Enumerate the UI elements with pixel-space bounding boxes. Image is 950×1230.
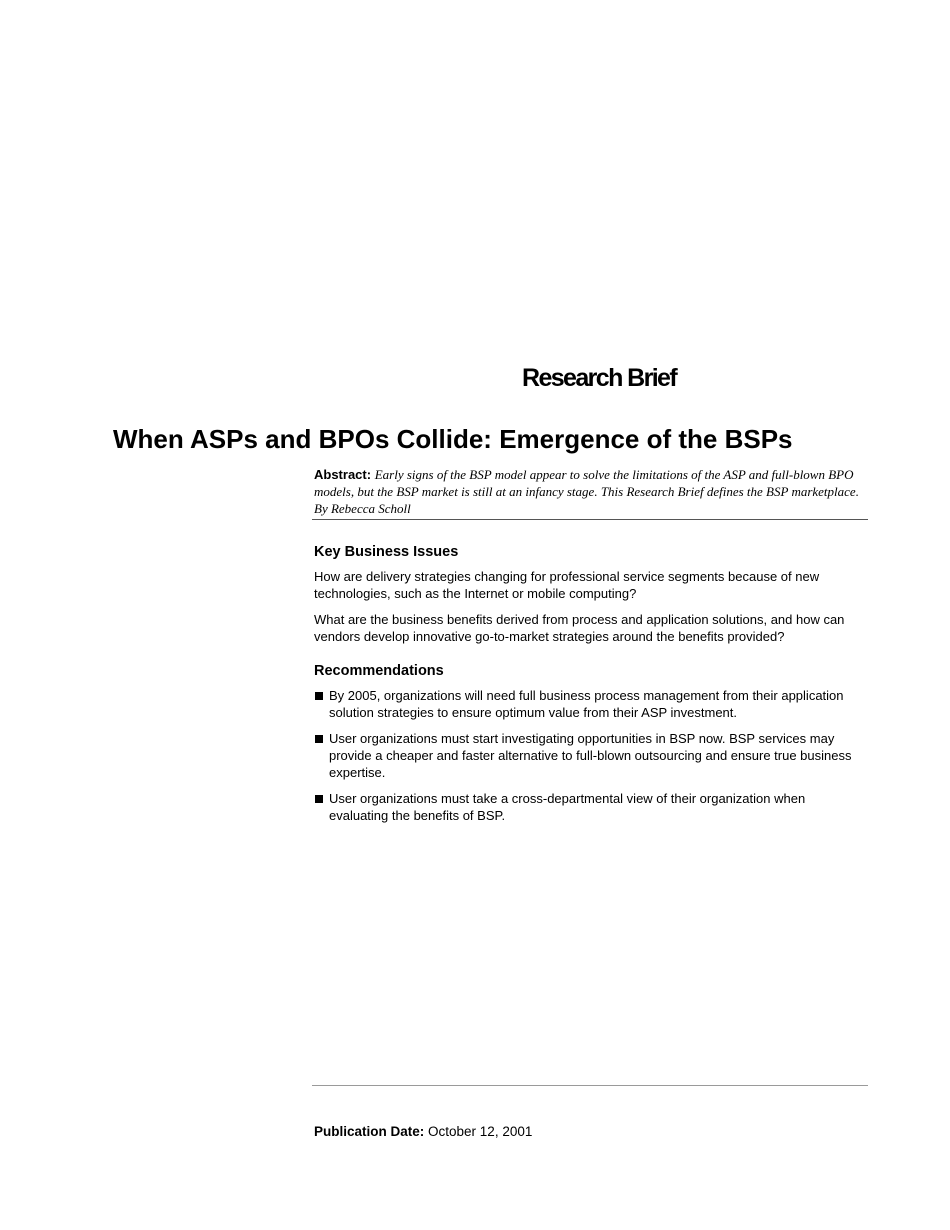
main-content bbox=[312, 466, 868, 833]
abstract-block bbox=[312, 466, 868, 519]
square-bullet-icon bbox=[315, 735, 323, 743]
publication-date-label: Publication Date: bbox=[314, 1124, 425, 1139]
recommendation-text: By 2005, organizations will need full business process management from their application solution strategies to ensure optimum value from their ASP investment. bbox=[329, 688, 844, 720]
square-bullet-icon bbox=[315, 795, 323, 803]
document-title: When ASPs and BPOs Collide: Emergence of the BSPs bbox=[113, 424, 793, 454]
square-bullet-icon bbox=[315, 692, 323, 700]
abstract-text: Early signs of the BSP model appear to solve the limitations of the ASP and full-blown BPO models, but the BSP market is still at an infancy stage. This Research Brief defines the BSP marketplace. bbox=[314, 467, 859, 499]
recommendation-text: User organizations must take a cross-departmental view of their organization when evaluating the benefits of BSP. bbox=[329, 791, 806, 823]
footer-divider bbox=[312, 1085, 868, 1086]
recommendation-text: User organizations must start investigating opportunities in BSP now. BSP services may provide a cheaper and faster alternative to full-blown outsourcing and ensure true business expertise. bbox=[329, 731, 852, 780]
recommendations-list bbox=[314, 687, 868, 824]
recommendation-item bbox=[314, 687, 868, 721]
key-business-issues-section bbox=[312, 544, 868, 645]
issue-paragraph: What are the business benefits derived from process and application solutions, and how can vendors develop innovative go-to-market strategies around the benefits provided? bbox=[314, 612, 845, 644]
document-type-label: Research Brief bbox=[522, 364, 677, 392]
recommendations-heading: Recommendations bbox=[314, 663, 444, 679]
abstract-divider bbox=[312, 519, 868, 520]
issue-paragraph: How are delivery strategies changing for professional service segments because of new technologies, such as the Internet or mobile computing? bbox=[314, 569, 820, 601]
recommendation-item bbox=[314, 790, 868, 824]
author-byline: By Rebecca Scholl bbox=[314, 501, 411, 516]
abstract-label: Abstract: bbox=[314, 467, 372, 482]
publication-date bbox=[314, 1124, 532, 1139]
recommendation-item bbox=[314, 730, 868, 781]
publication-date-value: October 12, 2001 bbox=[428, 1124, 533, 1139]
recommendations-section bbox=[312, 663, 868, 824]
key-business-issues-heading: Key Business Issues bbox=[314, 544, 459, 560]
